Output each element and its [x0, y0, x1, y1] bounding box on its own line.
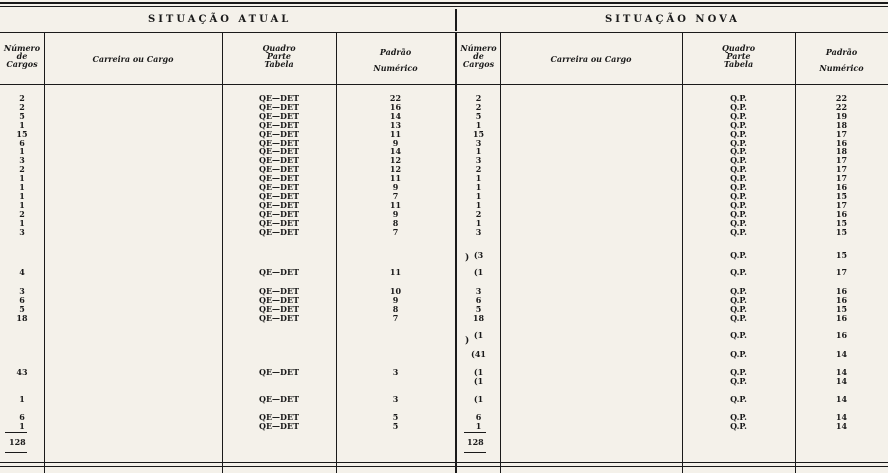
cargo-count: 1	[19, 173, 25, 184]
quadro-value: Q.P.	[730, 208, 747, 219]
padrao-value: 12	[389, 155, 402, 166]
quadro-value: Q.P.	[730, 190, 747, 201]
quadro-value: Q.P.	[730, 412, 747, 422]
padrao-value: 14	[835, 349, 848, 359]
cargo-count: 1	[475, 217, 482, 228]
padrao-value: 19	[835, 110, 848, 121]
padrao-value: 7	[392, 226, 399, 237]
padrao-value: 16	[835, 295, 848, 305]
quadro-value: Q.P.	[730, 93, 747, 103]
quadro-value: Q.P.	[730, 250, 747, 260]
cargo-count: 1	[475, 173, 482, 184]
padrao-value: 9	[392, 295, 399, 305]
quadro-value: QE—DET	[258, 182, 300, 192]
quadro-value: QE—DET	[258, 217, 300, 228]
padrao-value: 8	[392, 217, 399, 228]
quadro-value: Q.P.	[730, 173, 747, 184]
brace: )	[465, 336, 470, 346]
right-header-quadro: Quadro Parte Tabela	[721, 43, 756, 69]
cargo-count: 3	[475, 137, 482, 148]
padrao-value: 17	[835, 199, 848, 210]
left-header-padrao: Padrão Numérico	[373, 47, 418, 73]
padrao-value: 9	[392, 182, 399, 192]
quadro-value: Q.P.	[730, 295, 747, 305]
cargo-count: (1	[473, 267, 484, 277]
quadro-value: Q.P.	[730, 119, 747, 130]
cargo-count: 1	[19, 182, 25, 192]
quadro-value: Q.P.	[730, 394, 747, 404]
padrao-value: 16	[835, 286, 848, 296]
cargo-count: 3	[475, 286, 482, 296]
padrao-value: 15	[835, 304, 848, 314]
padrao-value: 9	[392, 137, 399, 148]
quadro-value: Q.P.	[730, 146, 747, 157]
cargo-count: 3	[19, 226, 25, 237]
padrao-value: 11	[389, 173, 402, 184]
padrao-value: 17	[835, 267, 848, 277]
padrao-value: 10	[389, 286, 402, 296]
quadro-value: QE—DET	[258, 173, 300, 184]
cargo-count: 15	[472, 128, 485, 139]
cargo-count: 1	[19, 394, 25, 404]
padrao-value: 3	[392, 367, 399, 377]
quadro-value: Q.P.	[730, 137, 747, 148]
right-header-numero: Número de Cargos	[460, 43, 497, 69]
quadro-value: Q.P.	[730, 128, 747, 139]
padrao-value: 15	[835, 190, 848, 201]
padrao-value: 11	[389, 267, 402, 277]
cargo-count: 5	[475, 304, 482, 314]
padrao-value: 14	[389, 146, 402, 157]
quadro-value: QE—DET	[258, 199, 300, 210]
quadro-value: QE—DET	[258, 304, 300, 314]
cargo-count: 1	[475, 421, 482, 431]
right-header-padrao: Padrão Numérico	[819, 47, 864, 73]
cargo-count: 1	[19, 119, 25, 130]
cargo-count: 1	[475, 119, 482, 130]
cargo-count: 1	[19, 190, 25, 201]
quadro-value: Q.P.	[730, 267, 747, 277]
cargo-count: 1	[475, 182, 482, 192]
padrao-value: 5	[392, 421, 399, 431]
cargo-count: 6	[19, 137, 25, 148]
quadro-value: QE—DET	[258, 164, 300, 175]
cargo-count: 1	[19, 199, 25, 210]
padrao-value: 7	[392, 190, 399, 201]
cargo-count: 2	[475, 164, 482, 175]
quadro-value: QE—DET	[258, 208, 300, 219]
right-total: 128	[467, 437, 484, 447]
cargo-count: 18	[472, 313, 485, 323]
padrao-value: 17	[835, 155, 848, 166]
padrao-value: 16	[835, 330, 848, 340]
quadro-value: QE—DET	[258, 137, 300, 148]
cargo-count: 2	[19, 101, 25, 112]
padrao-value: 13	[389, 119, 402, 130]
left-title: SITUAÇÃO ATUAL	[148, 14, 292, 25]
cargo-count: 1	[19, 421, 25, 431]
padrao-value: 8	[392, 304, 399, 314]
padrao-value: 16	[835, 208, 848, 219]
padrao-value: 17	[835, 164, 848, 175]
quadro-value: QE—DET	[258, 190, 300, 201]
cargo-count: 1	[19, 217, 25, 228]
padrao-value: 17	[835, 173, 848, 184]
cargo-count: 3	[19, 155, 25, 166]
cargo-count: (1	[473, 367, 484, 377]
quadro-value: Q.P.	[730, 330, 747, 340]
padrao-value: 14	[389, 110, 402, 121]
padrao-value: 18	[835, 146, 848, 157]
quadro-value: Q.P.	[730, 349, 747, 359]
quadro-value: QE—DET	[258, 128, 300, 139]
brace: )	[465, 253, 470, 263]
cargo-count: 15	[16, 128, 28, 139]
right-title: SITUAÇÃO NOVA	[605, 14, 740, 25]
padrao-value: 16	[835, 313, 848, 323]
left-header-carreira: Carreira ou Cargo	[92, 54, 174, 64]
quadro-value: QE—DET	[258, 101, 300, 112]
cargo-count: 1	[475, 199, 482, 210]
quadro-value: Q.P.	[730, 367, 747, 377]
padrao-value: 16	[389, 101, 402, 112]
quadro-value: QE—DET	[258, 367, 300, 377]
quadro-value: Q.P.	[730, 313, 747, 323]
padrao-value: 14	[835, 412, 848, 422]
quadro-value: Q.P.	[730, 199, 747, 210]
quadro-value: Q.P.	[730, 217, 747, 228]
cargo-count: 4	[19, 267, 25, 277]
quadro-value: QE—DET	[258, 313, 300, 323]
padrao-value: 14	[835, 394, 848, 404]
cargo-count: 43	[16, 367, 28, 377]
cargo-count: 5	[19, 110, 25, 121]
quadro-value: Q.P.	[730, 376, 747, 386]
cargo-count: 2	[475, 208, 482, 219]
padrao-value: 22	[835, 101, 848, 112]
padrao-value: 14	[835, 367, 848, 377]
quadro-value: QE—DET	[258, 267, 300, 277]
quadro-value: QE—DET	[258, 110, 300, 121]
cargo-count: 2	[475, 101, 482, 112]
padrao-value: 18	[835, 119, 848, 130]
cargo-count: (1	[473, 376, 484, 386]
left-header-numero: Número de Cargos	[3, 43, 41, 69]
right-header-carreira: Carreira ou Cargo	[550, 54, 632, 64]
cargo-count: 18	[16, 313, 28, 323]
padrao-value: 16	[835, 182, 848, 192]
quadro-value: Q.P.	[730, 164, 747, 175]
left-total: 128	[9, 437, 26, 447]
cargo-count: (1	[473, 330, 484, 340]
padrao-value: 15	[835, 226, 848, 237]
quadro-value: Q.P.	[730, 226, 747, 237]
cargo-count: 3	[475, 226, 482, 237]
cargo-count: 2	[19, 164, 25, 175]
padrao-value: 22	[389, 93, 402, 103]
quadro-value: QE—DET	[258, 226, 300, 237]
cargo-count: 6	[19, 412, 25, 422]
padrao-value: 16	[835, 137, 848, 148]
cargo-count: 1	[475, 190, 482, 201]
cargo-count: 2	[19, 93, 25, 103]
quadro-value: Q.P.	[730, 155, 747, 166]
quadro-value: Q.P.	[730, 182, 747, 192]
quadro-value: Q.P.	[730, 421, 747, 431]
quadro-value: QE—DET	[258, 286, 300, 296]
cargo-count: 2	[19, 208, 25, 219]
quadro-value: QE—DET	[258, 155, 300, 166]
padrao-value: 17	[835, 128, 848, 139]
cargo-count: 1	[19, 146, 25, 157]
quadro-value: QE—DET	[258, 394, 300, 404]
quadro-value: QE—DET	[258, 146, 300, 157]
padrao-value: 7	[392, 313, 399, 323]
padrao-value: 3	[392, 394, 399, 404]
cargo-count: 6	[475, 295, 482, 305]
cargo-count: 5	[19, 304, 25, 314]
quadro-value: QE—DET	[258, 93, 300, 103]
cargo-count: 2	[475, 93, 482, 103]
left-header-quadro: Quadro Parte Tabela	[262, 43, 296, 69]
padrao-value: 15	[835, 217, 848, 228]
cargo-count: 1	[475, 146, 482, 157]
padrao-value: 11	[389, 128, 402, 139]
quadro-value: Q.P.	[730, 110, 747, 121]
cargo-count: 3	[19, 286, 25, 296]
cargo-count: 6	[19, 295, 25, 305]
cargo-count: 6	[475, 412, 482, 422]
quadro-value: QE—DET	[258, 412, 300, 422]
cargo-count: (1	[473, 394, 484, 404]
padrao-value: 14	[835, 376, 848, 386]
cargo-count: 5	[475, 110, 482, 121]
padrao-value: 12	[389, 164, 402, 175]
cargo-count: (41	[471, 349, 486, 359]
cargo-count: (3	[473, 250, 484, 260]
padrao-value: 14	[835, 421, 848, 431]
padrao-value: 15	[835, 250, 848, 260]
quadro-value: QE—DET	[258, 295, 300, 305]
quadro-value: QE—DET	[258, 119, 300, 130]
cargo-count: 3	[475, 155, 482, 166]
padrao-value: 5	[392, 412, 399, 422]
quadro-value: Q.P.	[730, 304, 747, 314]
quadro-value: Q.P.	[730, 101, 747, 112]
padrao-value: 22	[835, 93, 848, 103]
quadro-value: QE—DET	[258, 421, 300, 431]
padrao-value: 9	[392, 208, 399, 219]
padrao-value: 11	[389, 199, 402, 210]
quadro-value: Q.P.	[730, 286, 747, 296]
